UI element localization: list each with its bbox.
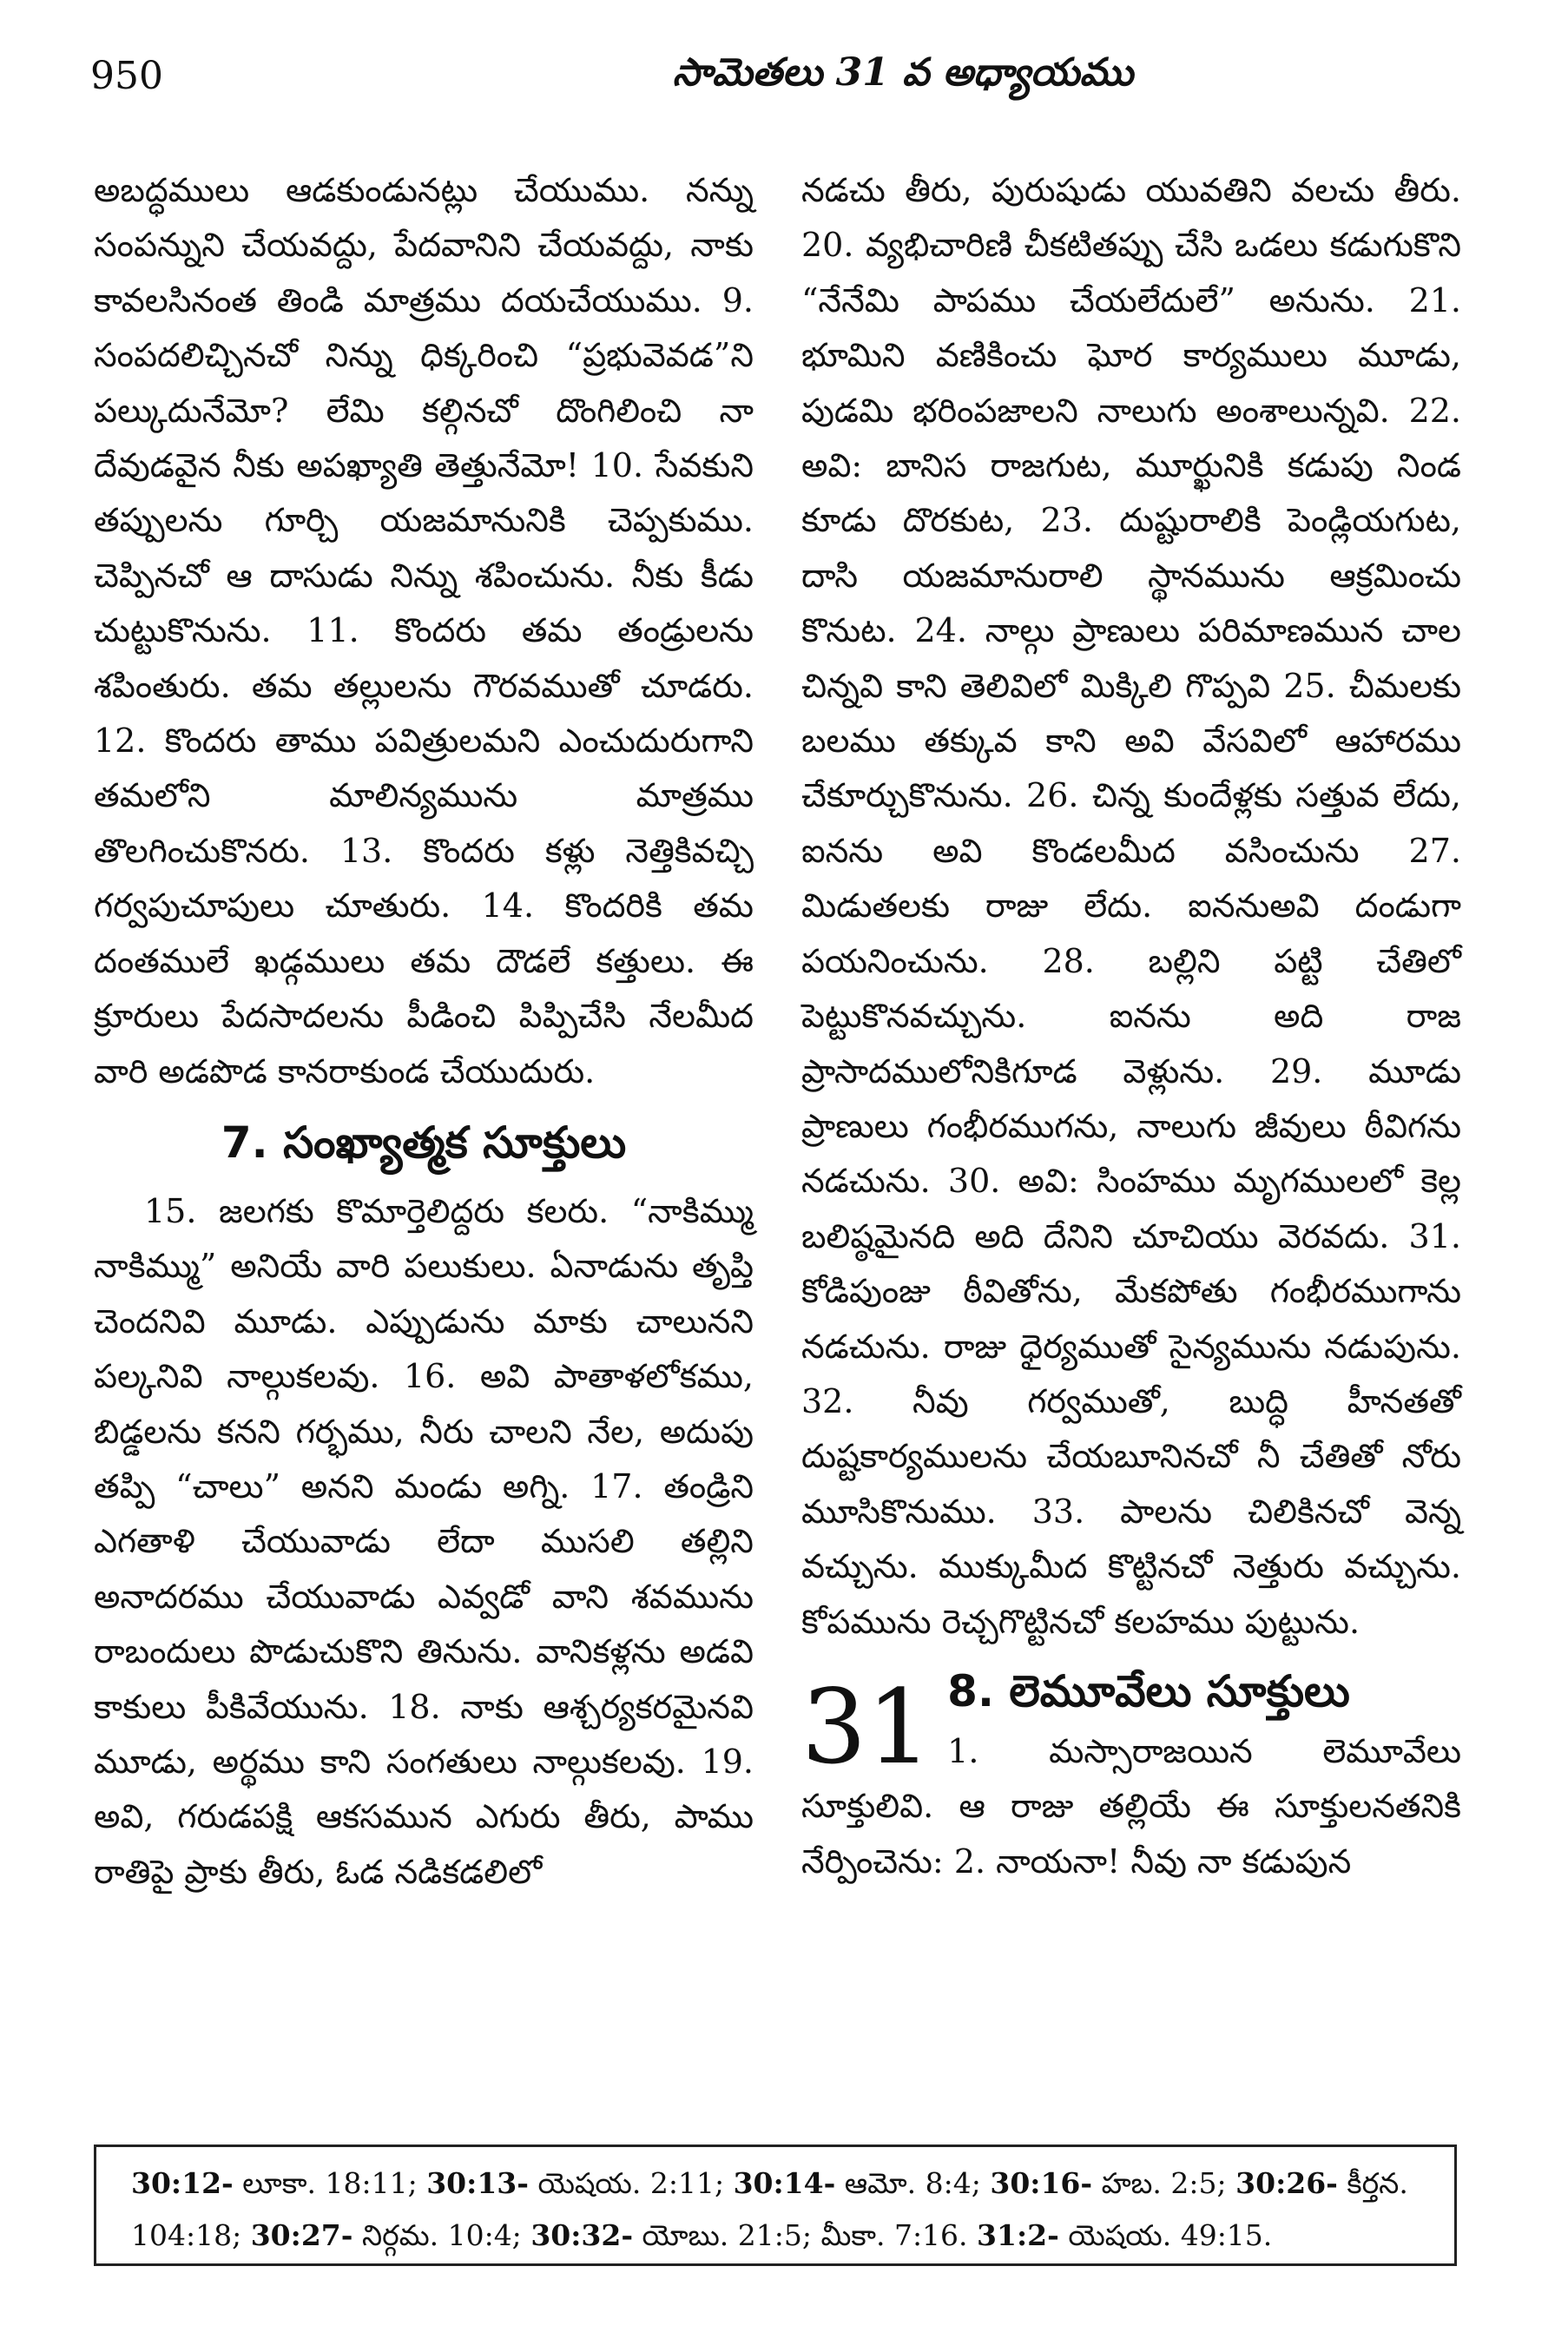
body-paragraph: అబద్ధములు ఆడకుండునట్లు చేయుము. నన్ను సంపన్నుని చేయవద్దు, పేదవానిని చేయవద్దు, నాకు కావలసినంత తిండి మాత్రము దయచేయుము. 9. సంపదలిచ్చినచో నిన్ను ధిక్కరించి “ప్రభువెవడ”ని పల్కుదునేమో? లేమి కల్గినచో దొంగిలించి నా దేవుడవైన నీకు అపఖ్యాతి తెత్తునేమో! 10. సేవకుని తప్పులను గూర్చి యజమానునికి చెప్పకుము. చెప్పినచో ఆ దాసుడు నిన్ను శపించును. నీకు కీడు చుట్టుకొనును. 11. కొందరు తమ తండ్రులను శపింతురు. తమ తల్లులను గౌరవముతో చూడరు. 12. కొందరు తాము పవిత్రులమని ఎంచుదురుగాని తమలోని మాలిన్యమును మాత్రము తొలగించుకొనరు. 13. కొందరు కళ్లు నెత్తికివచ్చి గర్వపుచూపులు చూతురు. 14. కొందరికి తమ దంతములే ఖడ్గములు తమ దౌడలే కత్తులు. ఈ క్రూరులు పేదసాదలను పీడించి పిప్పిచేసి నేలమీద వారి అడపొడ కానరాకుండ చేయుదురు. [94, 171, 754, 1090]
footnote-ref: 30:16- [990, 2166, 1093, 2200]
footnote-ref: 30:14- [733, 2166, 836, 2200]
footnote-text: లూకా. 18:11; [242, 2166, 418, 2200]
footnote-ref: 30:12- [131, 2166, 234, 2200]
footnote [530, 2218, 967, 2252]
section-heading: 8. లెమూవేలు సూక్తులు [947, 1665, 1350, 1716]
cross-reference-box [94, 2144, 1457, 2266]
footnote-ref: 30:13- [426, 2166, 529, 2200]
footnote-text: కీర్తన. 104:18; [131, 2166, 1408, 2252]
footnote-text: యోబు. 21:5; మీకా. 7:16. [642, 2218, 968, 2252]
footnote [734, 2166, 981, 2200]
left-column [94, 163, 754, 1900]
running-title: సామెతలు 31 వ అధ్యాయము [672, 50, 1134, 95]
footnote-text: ఆమో. 8:4; [844, 2166, 981, 2200]
footnote [977, 2218, 1272, 2252]
footnote-ref: 30:32- [530, 2218, 634, 2252]
footnote-text: హబ. 2:5; [1101, 2166, 1227, 2200]
footnote-ref: 31:2- [977, 2218, 1059, 2252]
footnote-text: యెషయ. 49:15. [1068, 2218, 1273, 2252]
body-paragraph: నడచు తీరు, పురుషుడు యువతిని వలచు తీరు. 20. వ్యభిచారిణి చీకటితప్పు చేసి ఒడలు కడుగుకొని “నేనేమి పాపము చేయలేదులే” అనును. 21. భూమిని వణికించు ఘోర కార్యములు మూడు, పుడమి భరింపజాలని నాలుగు అంశాలున్నవి. 22. అవి: బానిస రాజగుట, మూర్ఖునికి కడుపు నిండ కూడు దొరకుట, 23. దుష్టురాలికి పెండ్లియగుట, దాసి యజమానురాలి స్థానమును ఆక్రమించు కొనుట. 24. నాల్గు ప్రాణులు పరిమాణమున చాల చిన్నవి కాని తెలివిలో మిక్కిలి గొప్పవి 25. చీమలకు బలము తక్కువ కాని అవి వేసవిలో ఆహారము చేకూర్చుకొనును. 26. చిన్న కుందేళ్లకు సత్తువ లేదు, ఐనను అవి కొండలమీద వసించును 27. మిడుతలకు రాజు లేదు. ఐననుఅవి దండుగా పయనించును. 28. బల్లిని పట్టి చేతిలో పెట్టుకొనవచ్చును. ఐనను అది రాజ ప్రాసాదములోనికిగూడ వెళ్లును. 29. మూడు ప్రాణులు గంభీరముగను, నాలుగు జీవులు ఠీవిగను నడచును. 30. అవి: సింహము మృగములలో కెల్ల బలిష్ఠమైనది అది దేనిని చూచియు వెరవదు. 31. కోడిపుంజు ఠీవితోను, మేకపోతు గంభీరముగాను నడచును. రాజు ధైర్యముతో సైన్యమును నడుపును. 32. నీవు గర్వముతో, బుద్ధి హీనతతో దుష్టకార్యములను చేయబూనినచో నీ చేతితో నోరు మూసికొనుము. 33. పాలను చిలికినచో వెన్న వచ్చును. ముక్కుమీద కొట్టినచో నెత్తురు వచ్చును. కోపమును రెచ్చగొట్టినచో కలహము పుట్టును. [801, 171, 1461, 1641]
body-paragraph: 1. మస్సారాజయిన లెమూవేలు సూక్తులివి. ఆ రాజు తల్లియే ఈ సూక్తులనతనికి నేర్పించెను: 2. నాయనా! నీవు నా కడుపున [801, 1731, 1461, 1881]
footnote [251, 2218, 522, 2252]
footnote [426, 2166, 724, 2200]
footnote [990, 2166, 1226, 2200]
footnote-ref: 30:26- [1235, 2166, 1338, 2200]
page-number: 950 [90, 54, 163, 98]
footnote-text: యెషయ. 2:11; [537, 2166, 725, 2200]
footnote-ref: 30:27- [250, 2218, 353, 2252]
chapter-start [801, 1658, 1461, 1889]
section-heading: 7. సంఖ్యాత్మక సూక్తులు [221, 1117, 627, 1168]
body-paragraph: 15. జలగకు కొమార్తెలిద్దరు కలరు. “నాకిమ్ము నాకిమ్ము” అనియే వారి పలుకులు. ఏనాడును తృప్తి చెందనివి మూడు. ఎప్పుడును మాకు చాలునని పల్కనివి నాల్గుకలవు. 16. అవి పాతాళలోకము, బిడ్డలను కనని గర్భము, నీరు చాలని నేల, అదుపు తప్పి “చాలు” అనని మండు అగ్ని. 17. తండ్రిని ఎగతాళి చేయువాడు లేదా ముసలి తల్లిని అనాదరము చేయువాడు ఎవ్వడో వాని శవమును రాబందులు పొడుచుకొని తినును. వానికళ్లను అడవి కాకులు పీకివేయును. 18. నాకు ఆశ్చర్యకరమైనవి మూడు, అర్థము కాని సంగతులు నాల్గుకలవు. 19. అవి, గరుడపక్షి ఆకసమున ఎగురు తీరు, పాము రాతిపై ప్రాకు తీరు, ఓడ నడికడలిలో [94, 1191, 754, 1891]
chapter-number: 31 [801, 1666, 932, 1787]
footnote [131, 2166, 418, 2200]
right-column [801, 163, 1461, 1889]
footnote-text: నిర్గమ. 10:4; [361, 2218, 522, 2252]
